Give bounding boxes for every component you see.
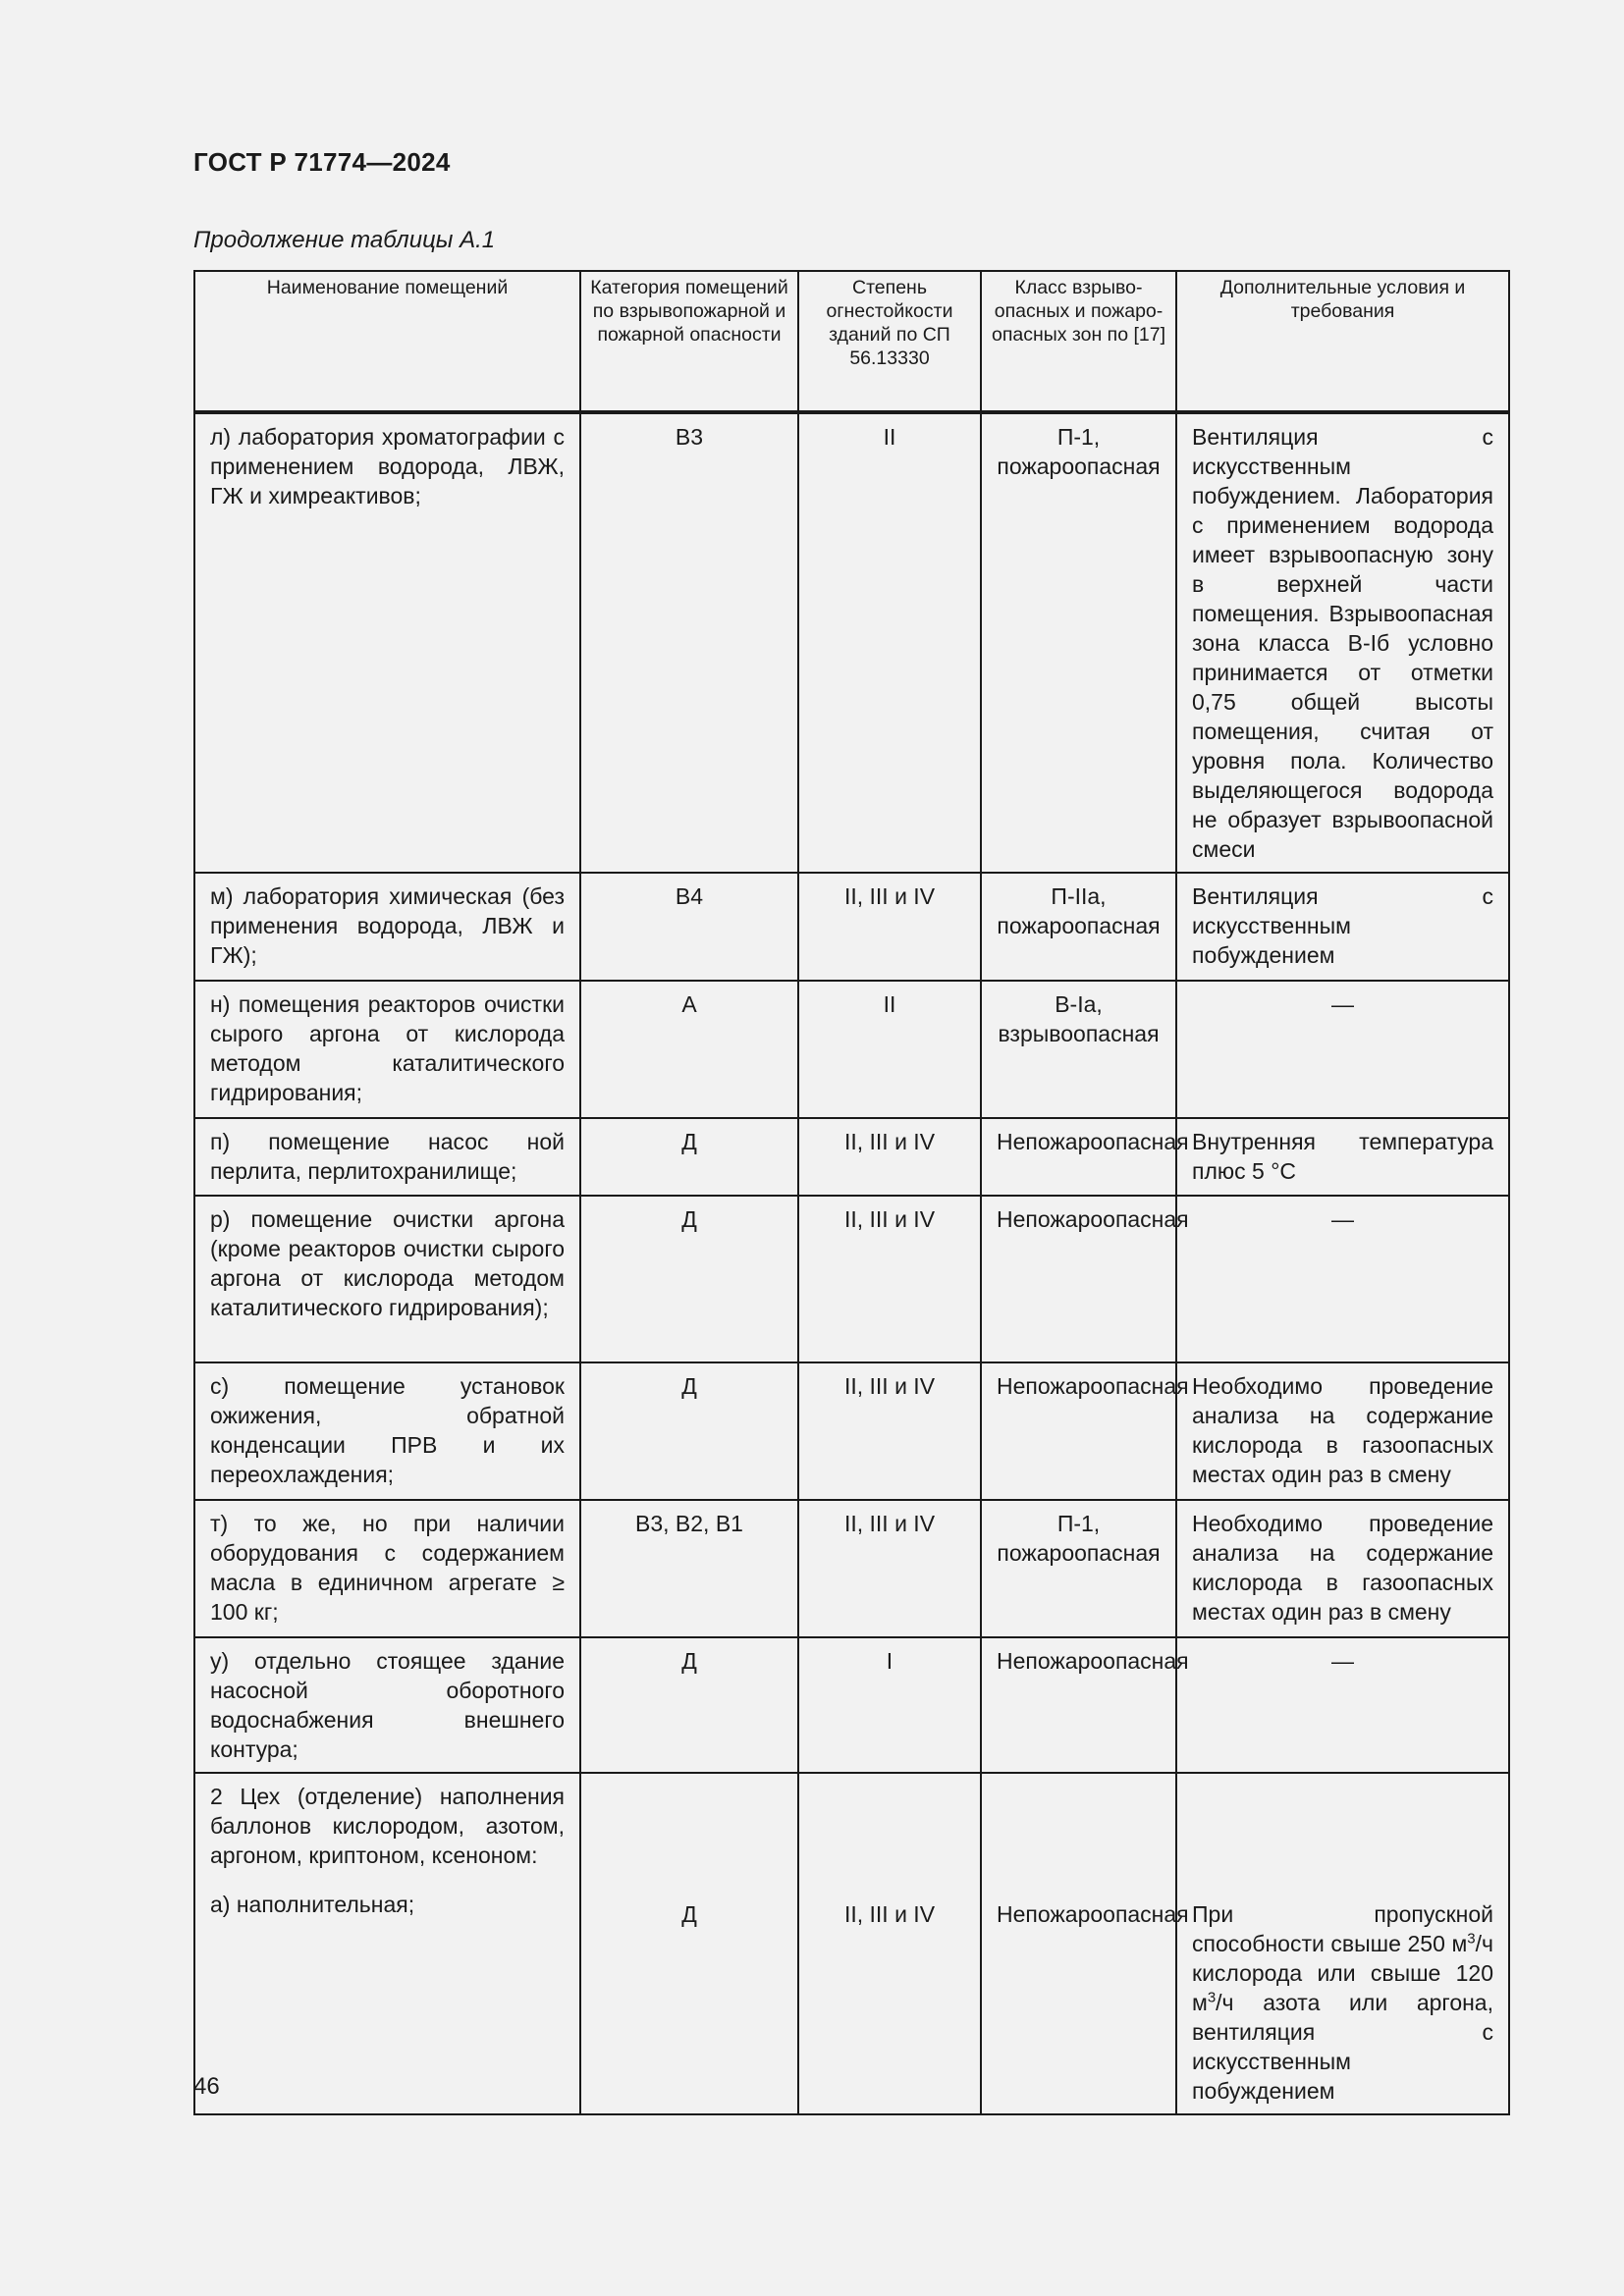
row-zone-class: Непожароопасная (981, 1196, 1176, 1362)
row-name: м) лаборатория химическая (без применения водорода, ЛВЖ и ГЖ); (194, 873, 580, 981)
row-category: Д (580, 1637, 798, 1773)
header-conditions: Дополнительные условия и требования (1176, 271, 1509, 412)
row-fire-resistance: II, III и IV (798, 1196, 981, 1362)
row-category: Д (580, 1196, 798, 1362)
row-fire-resistance: II, III и IV (798, 1773, 981, 2114)
row-name: н) помещения реакторов очистки сырого аргона от кислорода методом каталитического гидрирования; (194, 981, 580, 1118)
row-fire-resistance: II (798, 412, 981, 873)
row-fire-resistance: I (798, 1637, 981, 1773)
row-fire-resistance: II, III и IV (798, 873, 981, 981)
row-conditions: Необходимо проведение анализа на содержание кислорода в газоопасных местах один раз в смену (1176, 1362, 1509, 1500)
row-name: р) помещение очистки аргона (кроме реакторов очистки сырого аргона от кислорода методом каталитического гидрирования); (194, 1196, 580, 1362)
sub-item-name: а) наполнительная; (210, 1892, 415, 1917)
table-row (194, 1362, 1509, 1500)
table-row (194, 412, 1509, 873)
header-fire-resistance: Степень огнестойкости зданий по СП 56.13330 (798, 271, 981, 412)
table-continuation-caption: Продолжение таблицы А.1 (193, 227, 496, 253)
row-zone-class: Непожароопасная (981, 1773, 1176, 2114)
table-row (194, 1118, 1509, 1196)
section-title: 2 Цех (отделение) наполнения баллонов кислородом, азотом, аргоном, криптоном, ксеноном: (210, 1784, 565, 1868)
requirements-table (193, 270, 1510, 2115)
table-row (194, 873, 1509, 981)
row-conditions: При пропускной способности свыше 250 $м^3/ч$ кислорода или свыше 120 $м^3/ч$ азота или аргона, вентиляция с искусственным побуждением (1176, 1773, 1509, 2114)
row-conditions: — (1176, 1196, 1509, 1362)
row-zone-class: П-1, пожароопасная (981, 412, 1176, 873)
row-fire-resistance: II, III и IV (798, 1118, 981, 1196)
table-row (194, 1196, 1509, 1362)
table-row (194, 981, 1509, 1118)
header-room-name: Наименование помещений (194, 271, 580, 412)
row-category: В3 (580, 412, 798, 873)
row-name: у) отдельно стоящее здание насосной оборотного водоснабжения внешнего контура; (194, 1637, 580, 1773)
table-row (194, 1773, 1509, 2114)
row-category: В4 (580, 873, 798, 981)
row-conditions: Вентиляция с искусственным побуждением (1176, 873, 1509, 981)
row-name (194, 1773, 580, 2114)
row-conditions: Вентиляция с искусственным побуждением. Лаборатория с применением водорода имеет взрывоопасную зону в верхней части помещения. Взрывоопасная зона класса В-Iб условно принимается от отметки 0,75 общей высоты помещения, считая от уровня пола. Количество выделяющегося водорода не образует взрывоопасной смеси (1176, 412, 1509, 873)
row-zone-class: П-IIа, пожароопасная (981, 873, 1176, 981)
row-conditions: Внутренняя температура плюс 5 °C (1176, 1118, 1509, 1196)
row-fire-resistance: II, III и IV (798, 1362, 981, 1500)
page-number: 46 (193, 2073, 220, 2100)
row-zone-class: Непожароопасная (981, 1362, 1176, 1500)
document-header: ГОСТ Р 71774—2024 (193, 147, 451, 177)
header-zone-class: Класс взрыво-опасных и пожаро-опасных зон по [17] (981, 271, 1176, 412)
row-name: т) то же, но при наличии оборудования с содержанием масла в единичном агрегате ≥ 100 кг; (194, 1500, 580, 1637)
table-row (194, 1637, 1509, 1773)
row-zone-class: Непожароопасная (981, 1637, 1176, 1773)
row-zone-class: В-Iа, взрывоопасная (981, 981, 1176, 1118)
table-row (194, 1500, 1509, 1637)
row-conditions: Необходимо проведение анализа на содержание кислорода в газоопасных местах один раз в смену (1176, 1500, 1509, 1637)
row-conditions: — (1176, 981, 1509, 1118)
header-category: Категория помещений по взрывопожарной и пожарной опасности (580, 271, 798, 412)
row-category: Д (580, 1362, 798, 1500)
row-fire-resistance: II, III и IV (798, 1500, 981, 1637)
row-name: п) помещение насос ной перлита, перлитохранилище; (194, 1118, 580, 1196)
table-header-row (194, 271, 1509, 412)
row-fire-resistance: II (798, 981, 981, 1118)
row-category: А (580, 981, 798, 1118)
row-name: с) помещение установок ожижения, обратной конденсации ПРВ и их переохлаждения; (194, 1362, 580, 1500)
row-conditions: — (1176, 1637, 1509, 1773)
row-category: Д (580, 1118, 798, 1196)
row-zone-class: Непожароопасная (981, 1118, 1176, 1196)
row-name: л) лаборатория хроматографии с применением водорода, ЛВЖ, ГЖ и химреактивов; (194, 412, 580, 873)
row-category: Д (580, 1773, 798, 2114)
row-zone-class: П-1, пожароопасная (981, 1500, 1176, 1637)
row-category: В3, В2, В1 (580, 1500, 798, 1637)
